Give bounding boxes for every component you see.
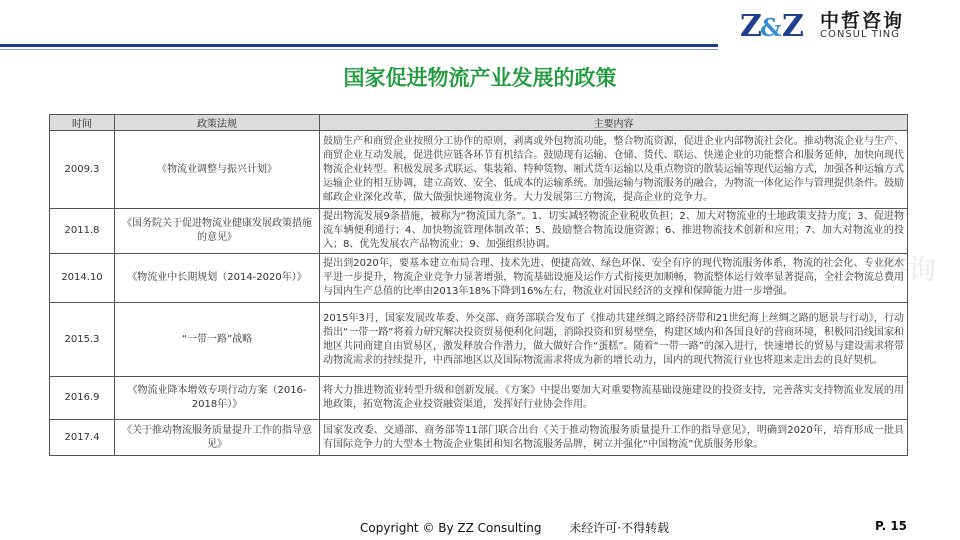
cell-law: 《物流业调整与振兴计划》 <box>115 131 320 209</box>
page-number: P. 15 <box>875 519 908 533</box>
cell-content: 国家发改委、交通部、商务部等11部门联合出台《关于推动物流服务质量提升工作的指导意见》，明确到2020年，培育形成一批具有国际竞争力的大型本土物流企业集团和知名物流服务品牌，树立并强化“中国物流”优质服务形象。 <box>320 420 908 456</box>
page-title: 国家促进物流产业发展的政策 <box>343 66 617 90</box>
cell-time: 2014.10 <box>50 254 115 303</box>
cell-content: 将大力推进物流业转型升级和创新发展。《方案》中提出要加大对重要物流基础设施建设的投资支持，完善落实支持物流业发展的用地政策，拓宽物流企业投资融资渠道，发挥好行业协会作用。 <box>320 377 908 420</box>
svg-text:&: & <box>760 13 782 42</box>
svg-text:Z: Z <box>740 9 762 44</box>
cell-content: 提出到2020年，要基本建立布局合理、技术先进、便捷高效、绿色环保、安全有序的现代物流服务体系，物流的社会化、专业化水平进一步提升，物流企业竞争力显著增强，物流基础设施及运作方式衔接更加顺畅，物流整体运行效率显著提高，全社会物流总费用与国内生产总值的比率由2013年18%下降到16%左右，物流业对国民经济的支撑和保障能力进一步增强。 <box>320 254 908 303</box>
svg-text:Z: Z <box>782 9 804 44</box>
footer <box>360 519 693 536</box>
cell-time: 2017.4 <box>50 420 115 456</box>
table-row <box>50 209 908 254</box>
header-rule <box>0 44 718 47</box>
cell-content: 提出物流发展9条措施，被称为“物流国九条”。1、切实减轻物流企业税收负担；2、加大对物流业的土地政策支持力度；3、促进物流车辆便利通行；4、加快物流管理体制改革；5、鼓励整合物流设施资源；6、推进物流技术创新和应用；7、加大对物流业的投入；8、优先发展农产品物流业；9、加强组织协调。 <box>320 209 908 254</box>
cell-time: 2011.8 <box>50 209 115 254</box>
cell-time: 2016.9 <box>50 377 115 420</box>
cell-law: 《物流业中长期规划（2014-2020年）》 <box>115 254 320 303</box>
cell-law: 《国务院关于促进物流业健康发展政策措施的意见》 <box>115 209 320 254</box>
watermark-text: 咨询 <box>880 253 937 286</box>
company-logo <box>738 4 953 46</box>
policy-table <box>49 114 908 456</box>
cell-law: 《物流业降本增效专项行动方案（2016-2018年）》 <box>115 377 320 420</box>
table-row <box>50 420 908 456</box>
cell-law: 《关于推动物流服务质量提升工作的指导意见》 <box>115 420 320 456</box>
table-row <box>50 131 908 209</box>
zz-logo-mark <box>738 4 812 44</box>
table-row <box>50 303 908 377</box>
brand-name-en: CONSUL TING <box>820 29 901 40</box>
cell-content: 2015年3月，国家发展改革委、外交部、商务部联合发布了《推动共建丝绸之路经济带和21世纪海上丝绸之路的愿景与行动》，行动指出“一带一路”将着力研究解决投资贸易便利化问题，消除投资和贸易壁垒，构建区域内和各国良好的营商环境，积极同沿线国家和地区共同商建自由贸易区，激发释放合作潜力，做大做好合作“蛋糕”。随着“一带一路”的深入进行，快速增长的贸易与建设需求将带动物流需求的持续提升，中西部地区以及国际物流需求将成为新的增长动力，国内的现代物流行业也将迎来走出去的良好契机。 <box>320 303 908 377</box>
column-header-content: 主要内容 <box>320 115 908 131</box>
header-rule-thin <box>0 49 718 50</box>
column-header-law: 政策法规 <box>115 115 320 131</box>
table-row <box>50 254 908 303</box>
cell-law: “一带一路”战略 <box>115 303 320 377</box>
table-row <box>50 377 908 420</box>
cell-content: 鼓励生产和商贸企业按照分工协作的原则，剥离或外包物流功能，整合物流资源，促进企业内部物流社会化。推动物流企业与生产、商贸企业互动发展，促进供应链各环节有机结合。鼓励现有运输、仓储、货代、联运、快递企业的功能整合和服务延伸，加快向现代物流企业转型。积极发展多式联运、集装箱、特种货物、厢式货车运输以及重点物资的散装运输等现代运输方式，加强各种运输方式运输企业的相互协调，建立高效、安全、低成本的运输系统。加强运输与物流服务的融合，为物流一体化运作与管理提供条件。鼓励邮政企业深化改革，做大做强快递物流业务。大力发展第三方物流，提高企业的竞争力。 <box>320 131 908 209</box>
brand-name-cn: 中哲咨询 <box>820 10 905 32</box>
copyright-text: Copyright © By ZZ Consulting <box>360 521 542 535</box>
cell-time: 2009.3 <box>50 131 115 209</box>
table-header-row <box>50 115 908 131</box>
column-header-time: 时间 <box>50 115 115 131</box>
reprint-notice: 未经许可·不得转载 <box>569 521 670 535</box>
cell-time: 2015.3 <box>50 303 115 377</box>
